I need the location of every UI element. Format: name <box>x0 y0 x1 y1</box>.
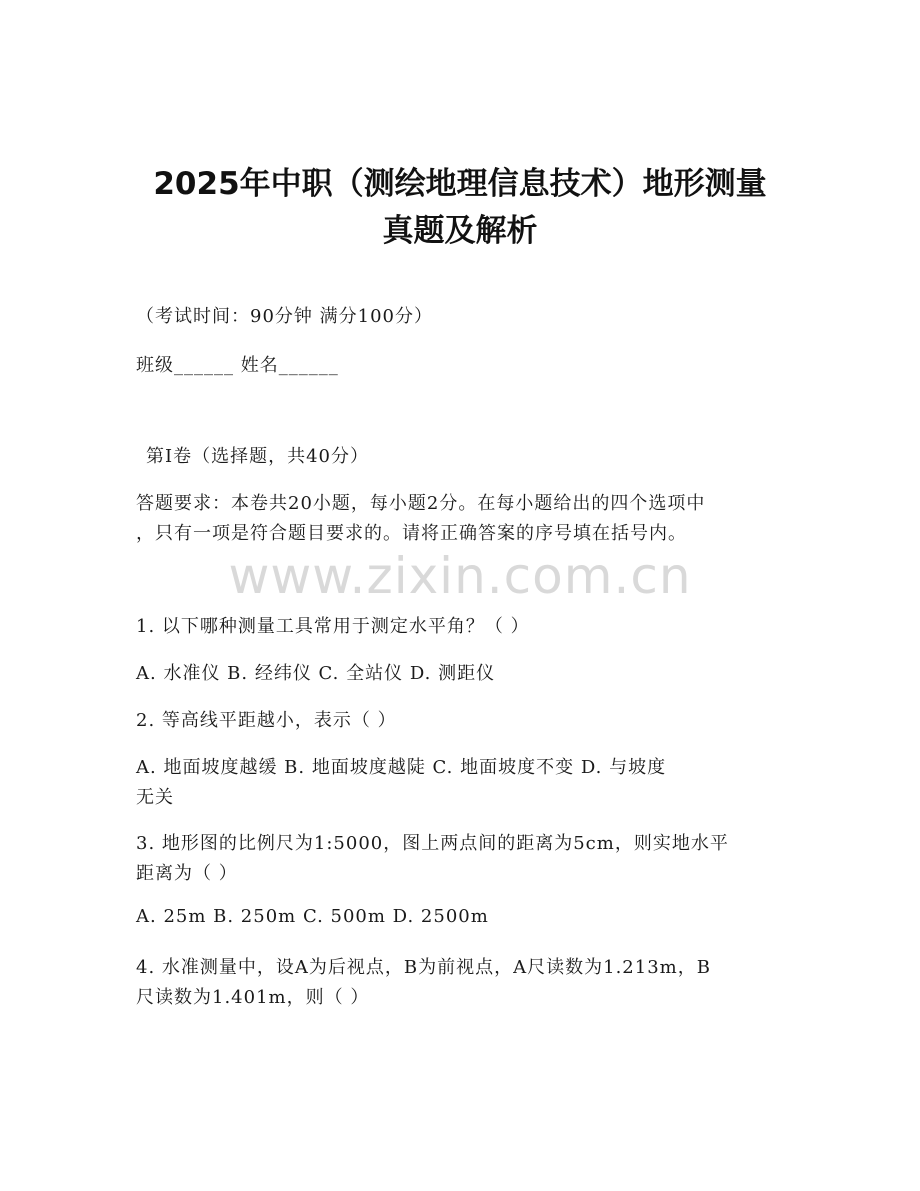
question-options: A. 水准仪 B. 经纬仪 C. 全站仪 D. 测距仪 <box>136 663 496 684</box>
question-stem: 2. 等高线平距越小，表示（ ） <box>136 710 397 731</box>
question-stem-continued: 距离为（ ） <box>136 863 238 884</box>
document-title-line1: 2025年中职（测绘地理信息技术）地形测量 <box>153 166 767 202</box>
question-options-continued: 无关 <box>136 787 174 808</box>
question-options: A. 地面坡度越缓 B. 地面坡度越陡 C. 地面坡度不变 D. 与坡度 <box>136 757 667 778</box>
watermark: www.zixin.com.cn <box>228 547 692 605</box>
question-stem-continued: 尺读数为1.401m，则（ ） <box>136 987 370 1008</box>
question-stem: 4. 水准测量中，设A为后视点，B为前视点，A尺读数为1.213m，B <box>136 957 711 978</box>
question-stem: 3. 地形图的比例尺为1:5000，图上两点间的距离为5cm，则实地水平 <box>136 833 729 854</box>
document-title-line2: 真题及解析 <box>382 213 538 249</box>
instructions-line2: ，只有一项是符合题目要求的。请将正确答案的序号填在括号内。 <box>136 523 687 544</box>
question-options: A. 25m B. 250m C. 500m D. 2500m <box>136 906 489 927</box>
class-name-line: 班级______ 姓名______ <box>136 355 339 376</box>
question-stem: 1. 以下哪种测量工具常用于测定水平角？（ ） <box>136 616 530 637</box>
section-heading: 第Ⅰ卷（选择题，共40分） <box>146 446 370 467</box>
instructions-line1: 答题要求：本卷共20小题，每小题2分。在每小题给出的四个选项中 <box>136 493 706 514</box>
exam-info: （考试时间：90分钟 满分100分） <box>136 306 433 327</box>
